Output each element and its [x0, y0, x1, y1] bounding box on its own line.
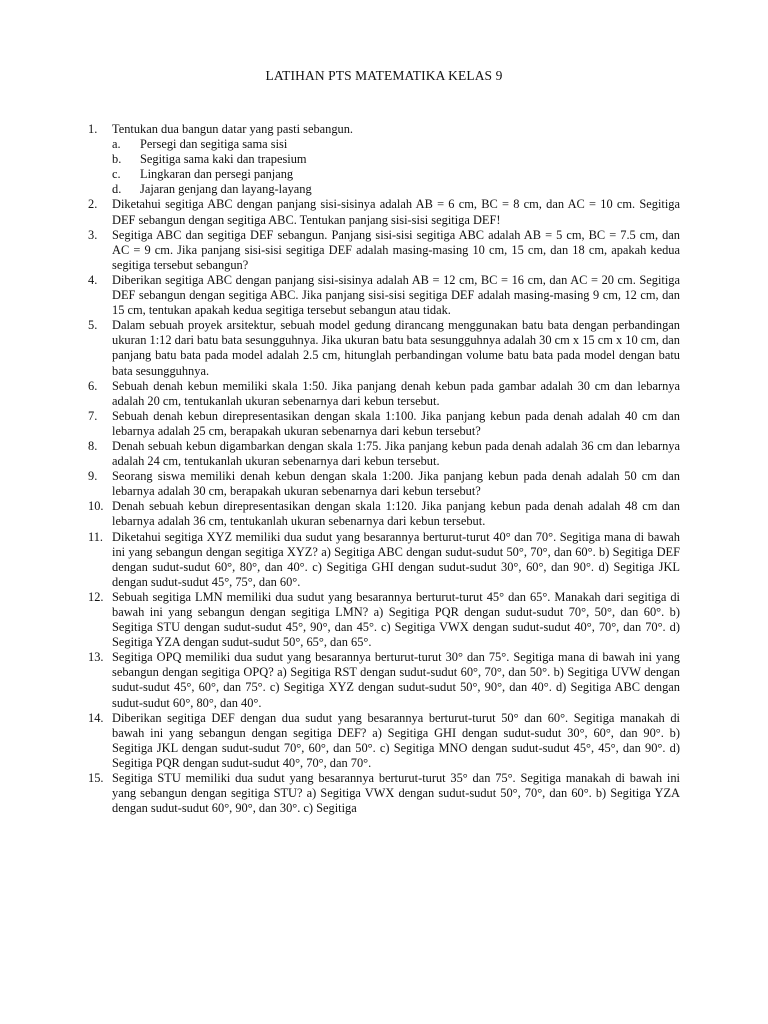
question-text: Segitiga STU memiliki dua sudut yang besarannya berturut-turut 35° dan 75°. Segitiga manakah di bawah ini yang sebangun dengan segitiga STU? a) Segitiga VWX dengan sudut-sudut 50°, 70°, dan 60°. b) Segitiga YZA dengan sudut-sudut 60°, 90°, dan 30°. c) Segitiga [112, 771, 680, 816]
question-text: Denah sebuah kebun direpresentasikan dengan skala 1:120. Jika panjang kebun pada denah adalah 48 cm dan lebarnya adalah 36 cm, tentukanlah ukuran sebenarnya dari kebun tersebut. [112, 499, 680, 529]
option-item [112, 182, 680, 197]
question-item [88, 771, 680, 816]
question-text: Diberikan segitiga ABC dengan panjang sisi-sisinya adalah AB = 12 cm, BC = 16 cm, dan AC = 20 cm. Segitiga DEF sebangun dengan segitiga ABC. Jika panjang sisi-sisi segitiga DEF adalah masing-masing 9 cm, 12 cm, dan 15 cm, tentukan apakah kedua segitiga tersebut sebangun atau tidak. [112, 272, 680, 318]
question-item [88, 409, 680, 439]
question-body [112, 711, 680, 771]
question-body [112, 499, 680, 529]
question-number: 4. [88, 272, 98, 287]
question-text: Diketahui segitiga ABC dengan panjang sisi-sisinya adalah AB = 6 cm, BC = 8 cm, dan AC = 10 cm. Segitiga DEF sebangun dengan segitiga ABC. Tentukan panjang sisi-sisi segitiga DEF! [112, 197, 680, 227]
question-item [88, 499, 680, 529]
question-number: 10. [88, 499, 104, 514]
question-body [112, 469, 680, 499]
option-letter: d. [112, 182, 122, 197]
question-body [112, 771, 680, 816]
question-item [88, 711, 680, 771]
question-body [112, 122, 680, 197]
question-number: 12. [88, 589, 104, 604]
document-title: LATIHAN PTS MATEMATIKA KELAS 9 [265, 68, 503, 83]
question-item [88, 318, 680, 378]
question-body [112, 590, 680, 650]
question-text: Seorang siswa memiliki denah kebun dengan skala 1:200. Jika panjang kebun pada denah adalah 50 cm dan lebarnya adalah 30 cm, berapakah ukuran sebenarnya dari kebun tersebut? [112, 469, 680, 499]
option-list [112, 137, 680, 197]
question-item [88, 122, 680, 197]
question-text: Sebuah denah kebun memiliki skala 1:50. Jika panjang denah kebun pada gambar adalah 30 cm dan lebarnya adalah 20 cm, tentukanlah ukuran sebenarnya dari kebun tersebut. [112, 378, 680, 408]
question-number: 9. [88, 469, 98, 484]
option-letter: a. [112, 137, 121, 152]
question-text: Tentukan dua bangun datar yang pasti sebangun. [112, 122, 354, 136]
question-text: Diketahui segitiga XYZ memiliki dua sudut yang besarannya berturut-turut 40° dan 70°. Segitiga mana di bawah ini yang sebangun dengan segitiga XYZ? a) Segitiga ABC dengan sudut-sudut 50°, 70°, dan 60°. b) Segitiga DEF dengan sudut-sudut 60°, 80°, dan 40°. c) Segitiga GHI dengan sudut-sudut 30°, 60°, dan 90°. d) Segitiga JKL dengan sudut-sudut 45°, 75°, dan 60°. [112, 529, 680, 589]
question-number: 2. [88, 197, 98, 212]
option-text: Segitiga sama kaki dan trapesium [140, 152, 307, 167]
option-text: Jajaran genjang dan layang-layang [140, 182, 312, 197]
question-number: 5. [88, 318, 98, 333]
question-list [88, 122, 680, 816]
question-item [88, 650, 680, 710]
option-text: Persegi dan segitiga sama sisi [140, 137, 288, 152]
option-letter: c. [112, 167, 121, 182]
question-body [112, 379, 680, 409]
question-number: 1. [88, 122, 98, 136]
question-body [112, 409, 680, 439]
question-item [88, 439, 680, 469]
question-number: 14. [88, 710, 104, 725]
option-item [112, 152, 680, 167]
question-body [112, 273, 680, 318]
question-text: Dalam sebuah proyek arsitektur, sebuah model gedung dirancang menggunakan batu bata dengan perbandingan ukuran 1:12 dari batu bata sesungguhnya. Jika ukuran batu bata sesungguhnya adalah 30 cm x 15 cm x 10 cm, dan panjang batu bata pada model adalah 2.5 cm, hitunglah perbandingan volume batu bata pada model dengan batu bata sesungguhnya. [112, 318, 680, 378]
option-text: Lingkaran dan persegi panjang [140, 167, 294, 182]
question-text: Segitiga OPQ memiliki dua sudut yang besarannya berturut-turut 30° dan 75°. Segitiga mana di bawah ini yang sebangun dengan segitiga OPQ? a) Segitiga RST dengan sudut-sudut 60°, 70°, dan 50°. b) Segitiga UVW dengan sudut-sudut 45°, 60°, dan 75°. c) Segitiga XYZ dengan sudut-sudut 50°, 90°, dan 40°. d) Segitiga ABC dengan sudut-sudut 60°, 80°, dan 40°. [112, 650, 680, 710]
question-body [112, 530, 680, 590]
question-text: Segitiga ABC dan segitiga DEF sebangun. Panjang sisi-sisi segitiga ABC adalah AB = 5 cm, BC = 7.5 cm, dan AC = 9 cm. Jika panjang sisi-sisi segitiga DEF adalah masing-masing 10 cm, 15 cm, dan 18 cm, apakah kedua segitiga tersebut sebangun? [112, 227, 680, 272]
question-number: 8. [88, 438, 98, 453]
option-item [112, 137, 680, 152]
question-body [112, 228, 680, 273]
question-item [88, 469, 680, 499]
question-item [88, 530, 680, 590]
question-item [88, 273, 680, 318]
question-number: 7. [88, 408, 98, 423]
question-text: Diberikan segitiga DEF dengan dua sudut yang besarannya berturut-turut 50° dan 60°. Segitiga manakah di bawah ini yang sebangun dengan segitiga DEF? a) Segitiga GHI dengan sudut-sudut 30°, 60°, dan 90°. b) Segitiga JKL dengan sudut-sudut 70°, 60°, dan 50°. c) Segitiga MNO dengan sudut-sudut 45°, 45°, dan 90°. d) Segitiga PQR dengan sudut-sudut 40°, 70°, dan 70°. [112, 710, 680, 770]
question-number: 13. [88, 650, 104, 665]
option-letter: b. [112, 152, 122, 167]
question-number: 3. [88, 227, 98, 242]
question-body [112, 318, 680, 378]
question-item [88, 590, 680, 650]
question-text: Sebuah denah kebun direpresentasikan dengan skala 1:100. Jika panjang kebun pada denah adalah 40 cm dan lebarnya adalah 25 cm, berapakah ukuran sebenarnya dari kebun tersebut? [112, 408, 680, 438]
question-text: Denah sebuah kebun digambarkan dengan skala 1:75. Jika panjang kebun pada denah adalah 36 cm dan lebarnya adalah 24 cm, tentukanlah ukuran sebenarnya dari kebun tersebut. [112, 438, 680, 469]
question-body [112, 650, 680, 710]
question-body [112, 439, 680, 469]
question-number: 11. [88, 529, 104, 544]
question-item [88, 228, 680, 273]
question-item [88, 379, 680, 409]
question-body [112, 197, 680, 227]
question-item [88, 197, 680, 227]
question-text: Sebuah segitiga LMN memiliki dua sudut yang besarannya berturut-turut 45° dan 65°. Manakah dari segitiga di bawah ini yang sebangun dengan segitiga LMN? a) Segitiga PQR dengan sudut-sudut 70°, 50°, dan 60°. b) Segitiga STU dengan sudut-sudut 45°, 90°, dan 45°. c) Segitiga VWX dengan sudut-sudut 40°, 70°, dan 70°. d) Segitiga YZA dengan sudut-sudut 50°, 65°, dan 65°. [112, 589, 680, 650]
question-number: 6. [88, 378, 98, 393]
question-number: 15. [88, 771, 104, 786]
option-item [112, 167, 680, 182]
